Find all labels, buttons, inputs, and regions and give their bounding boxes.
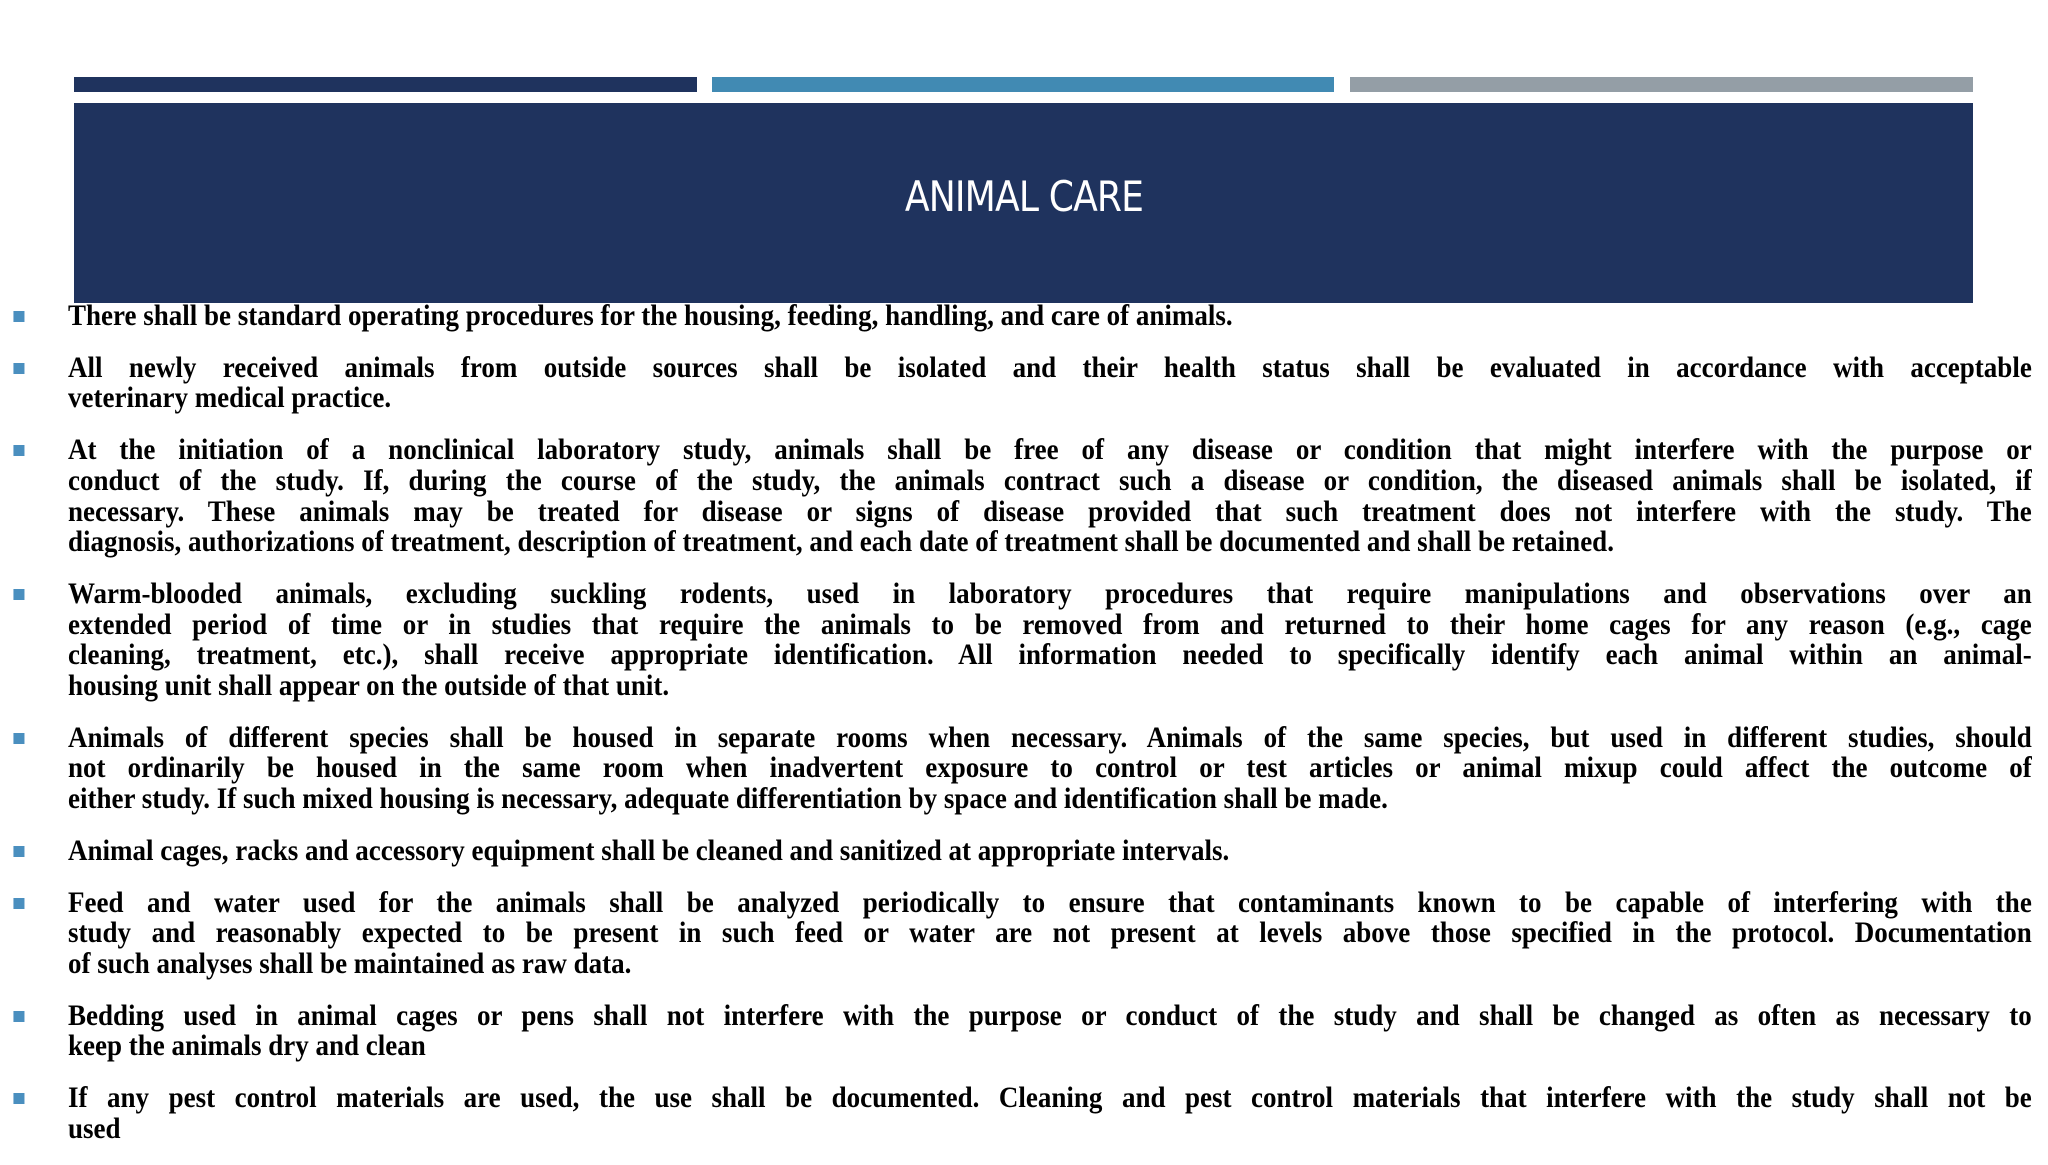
bullet-text-line: study and reasonably expected to be present in such feed or water are not present at levels above those specified in the protocol. Documentation <box>68 916 2032 950</box>
slide-title: ANIMAL CARE <box>904 172 1144 221</box>
bullet-text-line: At the initiation of a nonclinical laboratory study, animals shall be free of any disease or condition that might interfere with the purpose or <box>68 433 2032 467</box>
square-bullet-icon <box>13 846 24 857</box>
bullet-item <box>68 1083 2032 1144</box>
bullet-text-line: If any pest control materials are used, the use shall be documented. Cleaning and pest control materials that interfere with the study shall not be <box>68 1081 2032 1115</box>
bullet-text-line: not ordinarily be housed in the same room when inadvertent exposure to control or test articles or animal mixup could affect the outcome of <box>68 751 2032 785</box>
bullet-item <box>68 720 2032 816</box>
bullet-text-line: extended period of time or in studies that require the animals to be removed from and returned to their home cages for any reason (e.g., cage <box>68 607 2032 641</box>
bullet-item <box>68 576 2032 703</box>
square-bullet-icon <box>13 733 24 744</box>
bullet-text-line: Bedding used in animal cages or pens shall not interfere with the purpose or conduct of the study and shall be changed as often as necessary to <box>68 998 2032 1032</box>
bullet-text-line: Feed and water used for the animals shall be analyzed periodically to ensure that contaminants known to be capable of interfering with the <box>68 885 2032 919</box>
bullet-text-line: All newly received animals from outside sources shall be isolated and their health status shall be evaluated in accordance with acceptable <box>68 350 2032 384</box>
accent-bar-grey <box>1350 77 1973 92</box>
bullet-text-line: diagnosis, authorizations of treatment, description of treatment, and each date of treatment shall be documented and shall be retained. <box>68 525 1614 559</box>
bullet-item <box>68 301 2032 332</box>
accent-bar-blue <box>712 77 1334 92</box>
bullet-text-line: Warm-blooded animals, excluding suckling rodents, used in laboratory procedures that require manipulations and observations over an <box>68 576 2032 610</box>
square-bullet-icon <box>13 363 24 374</box>
bullet-text-line: Animal cages, racks and accessory equipment shall be cleaned and sanitized at appropriate intervals. <box>68 833 1230 867</box>
bullet-text-line: veterinary medical practice. <box>68 381 392 415</box>
bullet-text-line: Animals of different species shall be housed in separate rooms when necessary. Animals of the same species, but used in different studies, should <box>68 720 2032 754</box>
bullet-text-line: conduct of the study. If, during the course of the study, the animals contract such a disease or condition, the diseased animals shall be isolated, if <box>68 463 2032 497</box>
square-bullet-icon <box>13 311 24 322</box>
square-bullet-icon <box>13 445 24 456</box>
bullet-list <box>68 301 2032 1165</box>
bullet-item <box>68 998 2032 1063</box>
bullet-item <box>68 350 2032 415</box>
bullet-text-line: housing unit shall appear on the outside of that unit. <box>68 669 670 703</box>
bullet-text-line: of such analyses shall be maintained as raw data. <box>68 946 632 980</box>
square-bullet-icon <box>13 589 24 600</box>
square-bullet-icon <box>13 898 24 909</box>
bullet-item <box>68 885 2032 980</box>
square-bullet-icon <box>13 1011 24 1022</box>
accent-bar-navy <box>74 77 697 92</box>
bullet-item <box>68 435 2032 558</box>
square-bullet-icon <box>13 1093 24 1104</box>
bullet-item <box>68 833 2032 867</box>
bullet-text-line: necessary. These animals may be treated for disease or signs of disease provided that such treatment does not interfere with the study. The <box>68 494 2032 528</box>
bullet-text-line: keep the animals dry and clean <box>68 1029 426 1063</box>
bullet-text-line: either study. If such mixed housing is necessary, adequate differentiation by space and identification shall be made. <box>68 782 1388 816</box>
bullet-text-line: There shall be standard operating procedures for the housing, feeding, handling, and care of animals. <box>68 299 1233 332</box>
bullet-text-line: cleaning, treatment, etc.), shall receive appropriate identification. All information needed to specifically identify each animal within an animal- <box>68 638 2032 672</box>
bullet-text-line: used <box>68 1111 121 1145</box>
